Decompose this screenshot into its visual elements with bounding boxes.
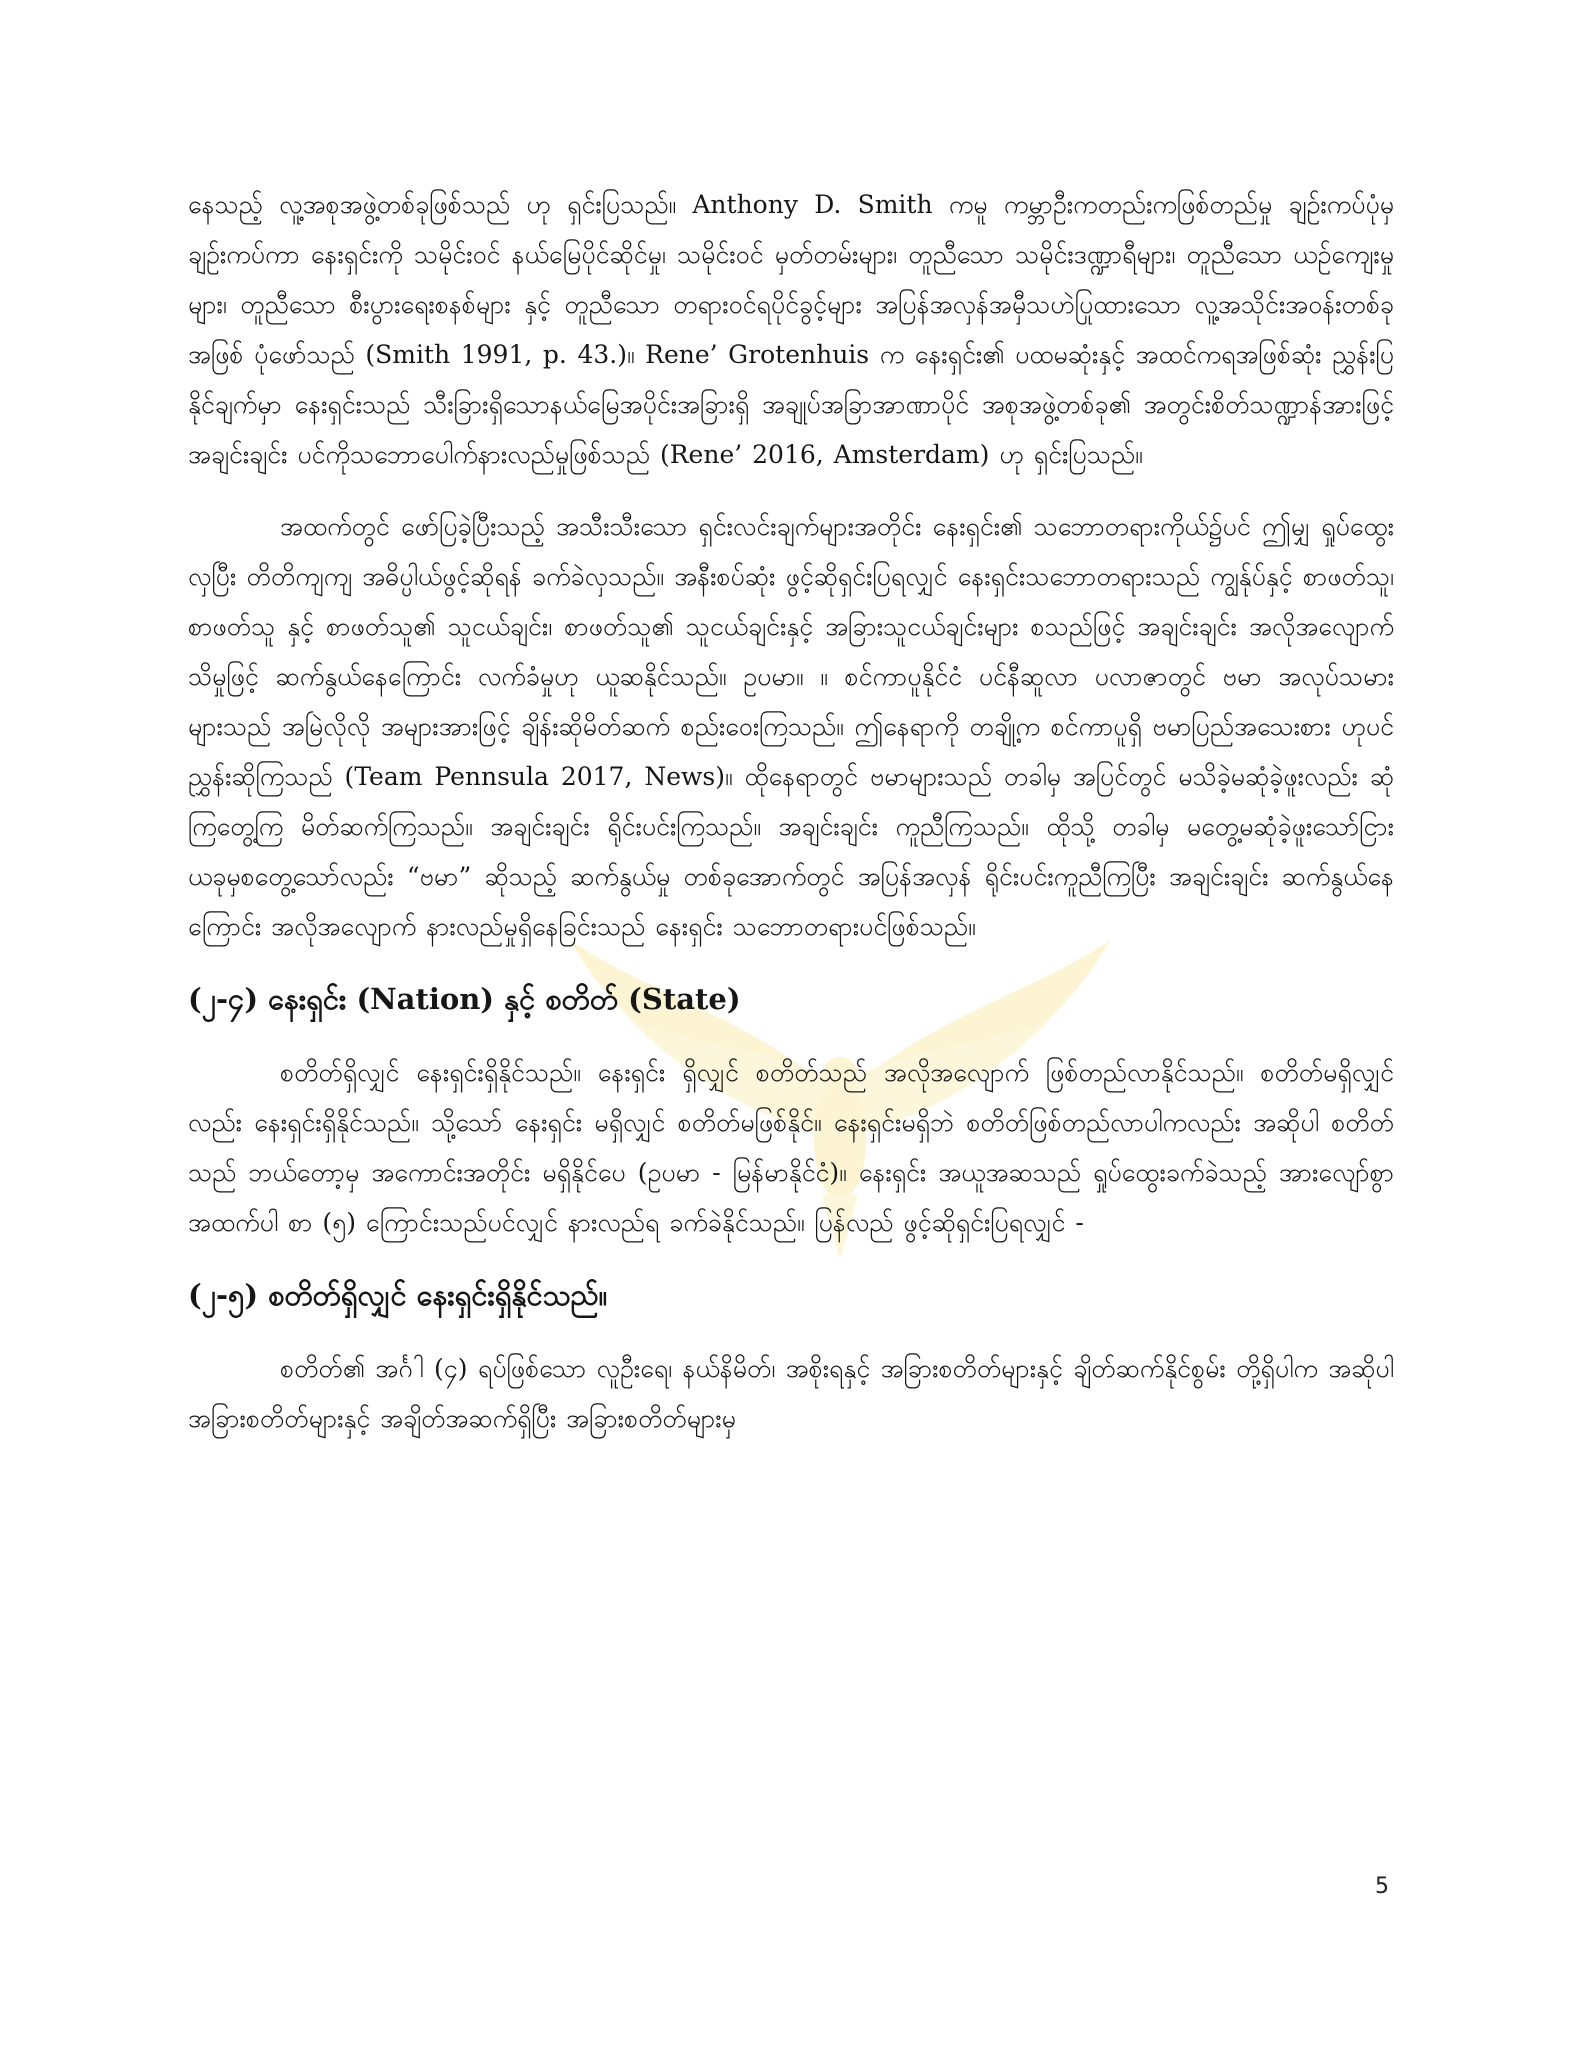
paragraph-3: စတိတ်ရှိလျှင် နေးရှင်းရှိနိုင်သည်။ နေးရှင်း ရှိလျှင် စတိတ်သည် အလိုအလျောက် ဖြစ်တည်လာနိုင်သည်။ စတိတ်မရှိလျှင်လည်း နေးရှင်းရှိနိုင်သည်။ သို့သော် နေးရှင်း မရှိလျှင် စတိတ်မဖြစ်နိုင်။ နေးရှင်းမရှိဘဲ စတိတ်ဖြစ်တည်လာပါကလည်း အဆိုပါ စတိတ်သည် ဘယ်တော့မှ အကောင်းအတိုင်း မရှိနိုင်ပေ (ဥပမာ - မြန်မာနိုင်ငံ)။ နေးရှင်း အယူအဆသည် ရှုပ်ထွေးခက်ခဲသည့် အားလျော်စွာ အထက်ပါ စာ (၅) ကြောင်းသည်ပင်လျှင် နားလည်ရ ခက်ခဲနိုင်သည်။ ပြန်လည် ဖွင့်ဆိုရှင်းပြရလျှင် - [188, 1058, 1394, 1237]
paragraph-1: နေသည့် လူ့အစုအဖွဲ့တစ်ခုဖြစ်သည် ဟု ရှင်းပြသည်။ Anthony D. Smith ကမူ ကမ္ဘာဦးကတည်းကဖြစ်တည်မှု ချဉ်းကပ်ပုံမှ ချဉ်းကပ်ကာ နေးရှင်းကို သမိုင်းဝင် နယ်မြေပိုင်ဆိုင်မှု၊ သမိုင်းဝင် မှတ်တမ်းများ၊ တူညီသော သမိုင်းဒဏ္ဍာရီများ၊ တူညီသော ယဉ်ကျေးမှုများ၊ တူညီသော စီးပွားရေးစနစ်များ နှင့် တူညီသော တရားဝင်ရပိုင်ခွင့်များ အပြန်အလှန်အမှီသဟဲပြုထားသော လူ့အသိုင်းအဝန်းတစ်ခုအဖြစ် ပုံဖော်သည် (Smith 1991, p. 43.)။ Rene’ Grotenhuis က နေးရှင်း၏ ပထမဆုံးနှင့် အထင်ကရအဖြစ်ဆုံး ညွှန်းပြနိုင်ချက်မှာ နေးရှင်းသည် သီးခြားရှိသောနယ်မြေအပိုင်းအခြားရှိ အချုပ်အခြာအာဏာပိုင် အစုအဖွဲ့တစ်ခု၏ အတွင်းစိတ်သဏ္ဍာန်အားဖြင့် အချင်းချင်း ပင်ကိုသဘောပေါက်နားလည်မှုဖြစ်သည် (Rene’ 2016, Amsterdam) ဟု ရှင်းပြသည်။ [188, 190, 1394, 469]
page-number: 5 [1375, 1874, 1389, 1899]
section-heading-2-4: (၂-၄) နေးရှင်း (Nation) နှင့် စတိတ် (State) [188, 982, 741, 1016]
paragraph-2: အထက်တွင် ဖော်ပြခဲ့ပြီးသည့် အသီးသီးသော ရှင်းလင်းချက်များအတိုင်း နေးရှင်း၏ သဘောတရားကိုယ်၌ပင် ဤမျှ ရှုပ်ထွေးလှပြီး တိတိကျကျ အဓိပ္ပါယ်ဖွင့်ဆိုရန် ခက်ခဲလှသည်။ အနီးစပ်ဆုံး ဖွင့်ဆိုရှင်းပြရလျှင် နေးရှင်းသဘောတရားသည် ကျွန်ုပ်နှင့် စာဖတ်သူ၊ စာဖတ်သူ နှင့် စာဖတ်သူ၏ သူငယ်ချင်း၊ စာဖတ်သူ၏ သူငယ်ချင်းနှင့် အခြားသူငယ်ချင်းများ စသည်ဖြင့် အချင်းချင်း အလိုအလျောက်သိမှုဖြင့် ဆက်နွယ်နေကြောင်း လက်ခံမှုဟု ယူဆနိုင်သည်။ ဥပမာ။ ။ စင်ကာပူနိုင်ငံ ပင်နီဆူလာ ပလာဇာတွင် ဗမာ အလုပ်သမားများသည် အမြဲလိုလို အများအားဖြင့် ချိန်းဆိုမိတ်ဆက် စည်းဝေးကြသည်။ ဤနေရာကို တချို့က စင်ကာပူရှိ ဗမာပြည်အသေးစား ဟုပင် ညွှန်းဆိုကြသည် (Team Pennsula 2017, News)။ ထိုနေရာတွင် ဗမာများသည် တခါမှ အပြင်တွင် မသိခဲ့မဆုံခဲ့ဖူးလည်း ဆုံကြတွေ့ကြ မိတ်ဆက်ကြသည်။ အချင်းချင်း ရိုင်းပင်းကြသည်။ အချင်းချင်း ကူညီကြသည်။ ထိုသို့ တခါမှ မတွေ့မဆုံခဲ့ဖူးသော်ငြား ယခုမှစတွေ့သော်လည်း “ဗမာ” ဆိုသည့် ဆက်နွယ်မှု တစ်ခုအောက်တွင် အပြန်အလှန် ရိုင်းပင်းကူညီကြပြီး အချင်းချင်း ဆက်နွယ်နေကြောင်း အလိုအလျောက် နားလည်မှုရှိနေခြင်းသည် နေးရှင်း သဘောတရားပင်ဖြစ်သည်။ [188, 512, 1394, 941]
paragraph-4: စတိတ်၏ အင်္ဂါ (၄) ရပ်ဖြစ်သော လူဦးရေ၊ နယ်နိမိတ်၊ အစိုးရနှင့် အခြားစတိတ်များနှင့် ချိတ်ဆက်နိုင်စွမ်း တို့ရှိပါက အဆိုပါ အခြားစတိတ်များနှင့် အချိတ်အဆက်ရှိပြီး အခြားစတိတ်များမှ [188, 1354, 1394, 1433]
document-body [188, 180, 1394, 1466]
section-heading-2-5: (၂-၅) စတိတ်ရှိလျှင် နေးရှင်းရှိနိုင်သည်။ [188, 1278, 608, 1312]
